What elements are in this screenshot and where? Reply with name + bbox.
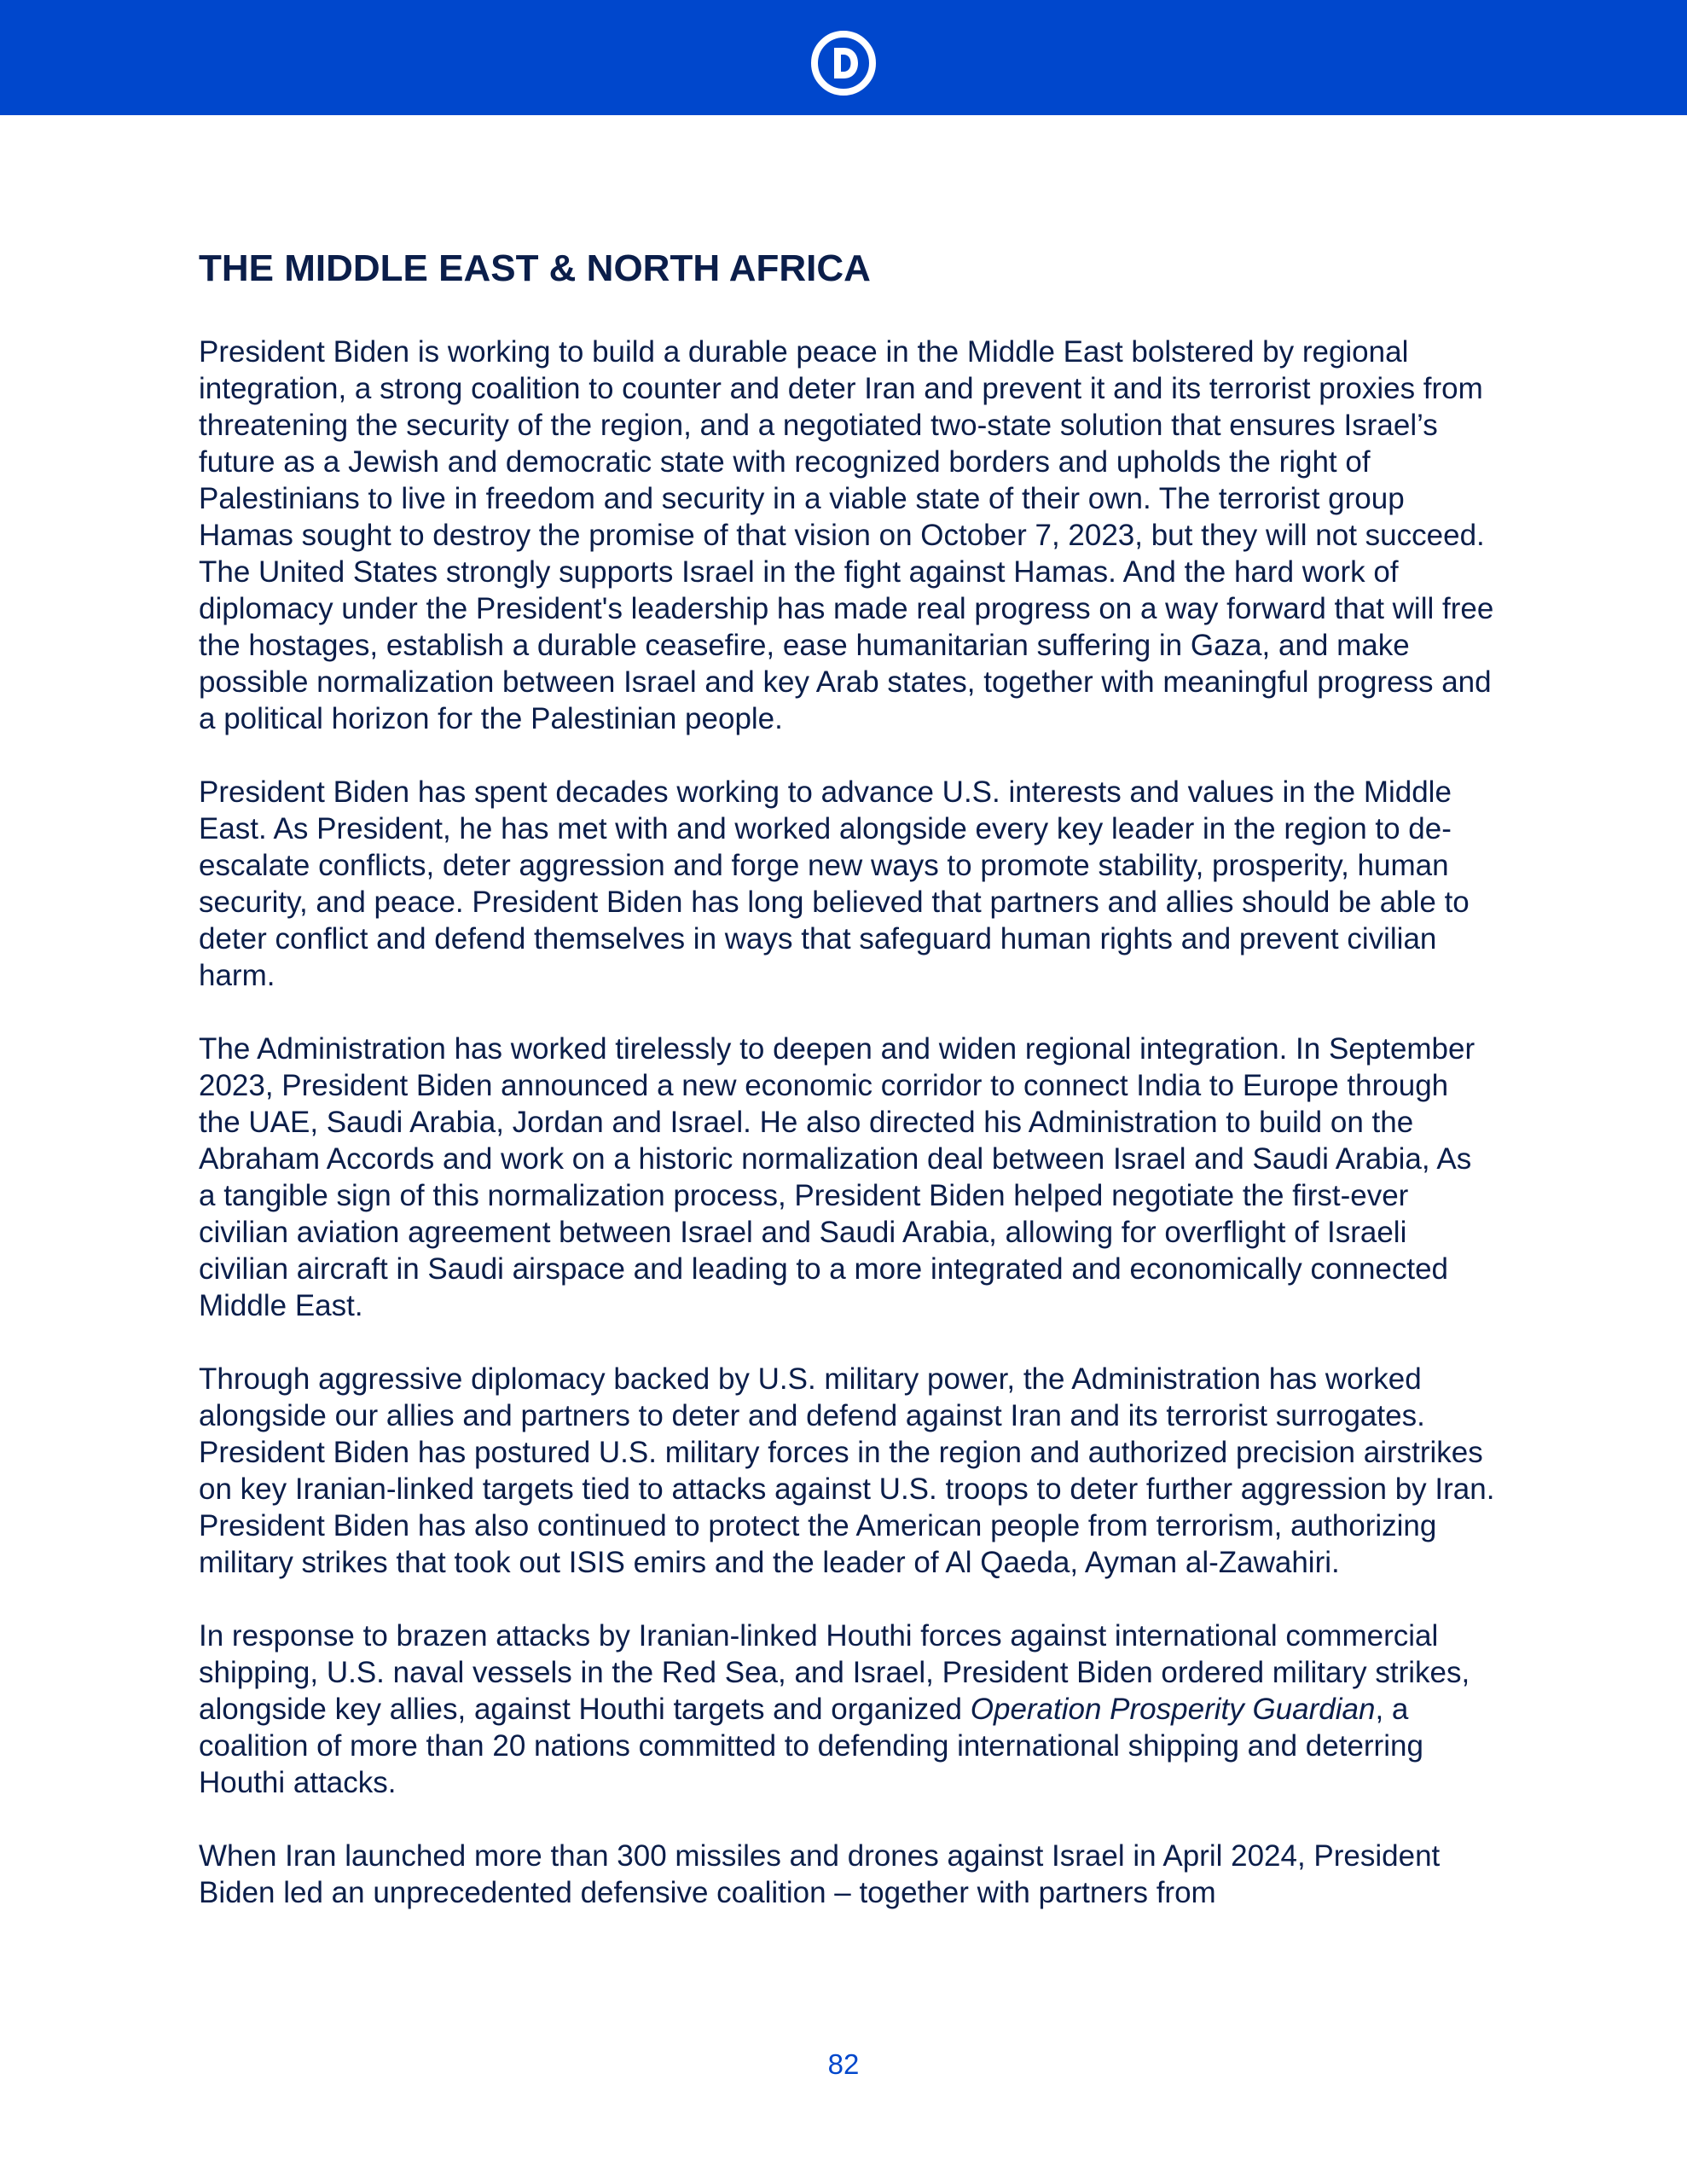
paragraph: The Administration has worked tirelessly to deepen and widen regional integration. In September 2023, President Biden announced a new economic corridor to connect India to Europe through the UAE, Saudi Arabia, Jordan and Israel. He also directed his Administration to build on the Abraham Accords and work on a historic normalization deal between Israel and Saudi Arabia, As a tangible sign of this normalization process, President Biden helped negotiate the first-ever civilian aviation agreement between Israel and Saudi Arabia, allowing for overflight of Israeli civilian aircraft in Saudi airspace and leading to a more integrated and economically connected Middle East. (199, 1032, 1475, 1322)
paragraph: President Biden has spent decades working to advance U.S. interests and values in the Middle East. As President, he has met with and worked alongside every key leader in the region to de-escalate conflicts, deter aggression and forge new ways to promote stability, prosperity, human security, and peace. President Biden has long believed that partners and allies should be able to deter conflict and defend themselves in ways that safeguard human rights and prevent civilian harm. (199, 775, 1470, 992)
paragraph: When Iran launched more than 300 missiles and drones against Israel in April 2024, President Biden led an unprecedented defensive coalition – together with partners from (199, 1839, 1441, 1909)
paragraph-text: , a coalition of more than 20 nations committed to defending international shipping and deterring Houthi attacks. (199, 1693, 1423, 1799)
dnc-d-logo-icon (811, 31, 876, 96)
paragraph (199, 1618, 1495, 1801)
header-bar (0, 0, 1687, 115)
document-body (199, 243, 1495, 1948)
paragraph: Through aggressive diplomacy backed by U.S. military power, the Administration has worked alongside our allies and partners to deter and defend against Iran and its terrorist surrogates. President Biden has postured U.S. military forces in the region and authorized precision airstrikes on key Iranian-linked targets tied to attacks against U.S. troops to deter further aggression by Iran. President Biden has also continued to protect the American people from terrorism, authorizing military strikes that took out ISIS emirs and the leader of Al Qaeda, Ayman al-Zawahiri. (199, 1362, 1495, 1579)
paragraph-text: In response to brazen attacks by Iranian-linked Houthi forces against international commercial shipping, U.S. naval vessels in the Red Sea, and Israel, President Biden ordered military strikes, alongside key allies, against Houthi targets and organized (199, 1619, 1470, 1726)
operation-name: Operation Prosperity Guardian (970, 1693, 1376, 1726)
paragraph: President Biden is working to build a durable peace in the Middle East bolstered by regional integration, a strong coalition to counter and deter Iran and prevent it and its terrorist proxies from threatening the security of the region, and a negotiated two-state solution that ensures Israel’s future as a Jewish and democratic state with recognized borders and upholds the right of Palestinians to live in freedom and security in a viable state of their own. The terrorist group Hamas sought to destroy the promise of that vision on October 7, 2023, but they will not succeed. The United States strongly supports Israel in the fight against Hamas. And the hard work of diplomacy under the President's leadership has made real progress on a way forward that will free the hostages, establish a durable ceasefire, ease humanitarian suffering in Gaza, and make possible normalization between Israel and key Arab states, together with meaningful progress and a political horizon for the Palestinian people. (199, 335, 1494, 735)
page-number: 82 (827, 2048, 860, 2080)
section-heading: THE MIDDLE EAST & NORTH AFRICA (199, 247, 871, 289)
